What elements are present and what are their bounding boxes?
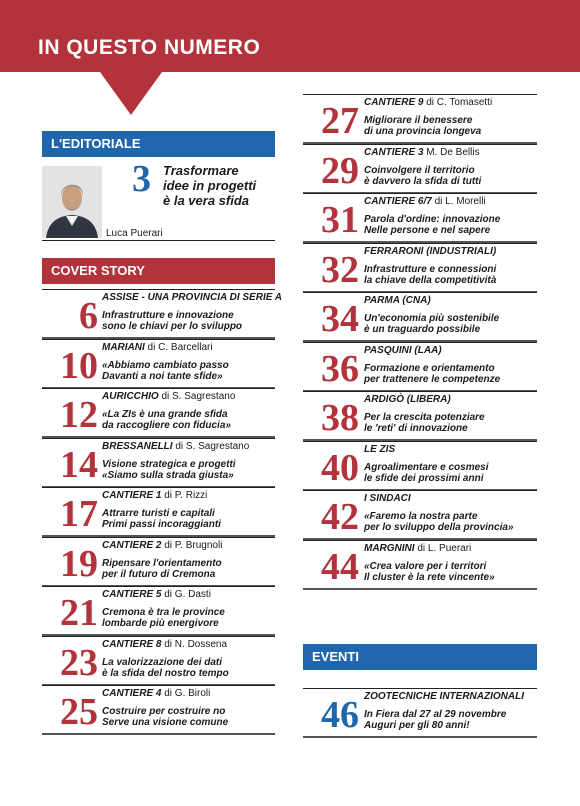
page-number: 27 bbox=[321, 100, 359, 142]
entry-bottom-rule bbox=[303, 736, 537, 738]
entry-description: Coinvolgere il territorio è davvero la sfida di tutti bbox=[364, 164, 482, 187]
contents-entry[interactable] bbox=[303, 441, 537, 491]
entry-top-rule bbox=[42, 586, 275, 587]
section-band-cover-story bbox=[42, 258, 275, 284]
entry-heading-title: CANTIERE 1 bbox=[102, 490, 162, 501]
section-band-eventi bbox=[303, 644, 537, 670]
entry-description: Ripensare l'orientamento per il futuro di Cremona bbox=[102, 557, 222, 580]
entry-heading-title: CANTIERE 3 bbox=[364, 146, 424, 158]
contents-entry[interactable] bbox=[303, 193, 537, 243]
entry-description: Parola d'ordine: innovazione Nelle persone e nel sapere bbox=[364, 214, 501, 236]
entry-description: Visione strategica e progetti «Siamo sulla strada giusta» bbox=[102, 458, 236, 481]
entry-heading bbox=[102, 391, 235, 402]
page-number: 44 bbox=[321, 545, 359, 588]
entry-heading-title: AURICCHIO bbox=[102, 391, 159, 402]
page-number: 14 bbox=[60, 443, 98, 486]
contents-entry[interactable] bbox=[303, 391, 537, 441]
entry-heading bbox=[102, 441, 249, 452]
entry-heading-author: di L. Morelli bbox=[431, 196, 486, 207]
entry-heading bbox=[102, 490, 207, 501]
entry-description: Formazione e orientamento per trattenere le competenze bbox=[364, 362, 501, 385]
page-title: IN QUESTO NUMERO bbox=[38, 36, 261, 59]
entry-description: Un'economia più sostenibile è un traguardo possibile bbox=[364, 313, 500, 335]
entry-heading-title: CANTIERE 6/7 bbox=[364, 196, 432, 207]
entry-top-rule bbox=[303, 292, 537, 293]
entry-heading-title: CANTIERE 2 bbox=[102, 539, 162, 551]
contents-entry[interactable] bbox=[303, 243, 537, 293]
contents-entry[interactable] bbox=[42, 487, 275, 537]
section-title-cover-story: COVER STORY bbox=[51, 263, 145, 278]
contents-entry[interactable] bbox=[42, 586, 275, 636]
entry-top-rule bbox=[303, 391, 537, 392]
divider bbox=[42, 240, 275, 241]
entry-heading bbox=[364, 394, 451, 405]
page-number: 6 bbox=[79, 295, 98, 337]
editorial-headline: Trasformare idee in progetti è la vera sfida bbox=[163, 163, 257, 208]
page-header bbox=[0, 0, 580, 72]
contents-entry[interactable] bbox=[303, 540, 537, 590]
entry-description: Costruire per costruire no Serve una visione comune bbox=[102, 706, 229, 728]
contents-entry[interactable] bbox=[303, 94, 537, 144]
entry-heading-author: di C. Barcellari bbox=[144, 341, 213, 353]
contents-entry[interactable] bbox=[42, 636, 275, 686]
entry-heading bbox=[364, 345, 442, 356]
entry-description: In Fiera dal 27 al 29 novembre Auguri per gli 80 anni! bbox=[364, 709, 507, 731]
entry-top-rule bbox=[42, 487, 275, 488]
contents-entry[interactable] bbox=[303, 342, 537, 392]
contents-entry[interactable] bbox=[42, 537, 275, 587]
entry-heading-title: MARIANI bbox=[102, 341, 145, 353]
page-number: 12 bbox=[60, 394, 98, 436]
entry-top-rule bbox=[42, 438, 275, 439]
page-number: 21 bbox=[60, 592, 98, 634]
entry-heading-title: BRESSANELLI bbox=[102, 440, 173, 452]
entry-heading-title: LE ZIS bbox=[364, 443, 396, 455]
entry-heading bbox=[364, 543, 471, 554]
entry-heading bbox=[102, 342, 213, 353]
entry-description: La valorizzazione dei dati è la sfida del nostro tempo bbox=[102, 656, 229, 679]
entry-heading bbox=[364, 444, 395, 455]
contents-entry[interactable] bbox=[303, 292, 537, 342]
section-band-editoriale bbox=[42, 131, 275, 157]
entry-heading-author: M. De Bellis bbox=[423, 146, 480, 158]
entry-heading-title: CANTIERE 4 bbox=[102, 688, 162, 699]
entry-top-rule bbox=[303, 94, 537, 95]
contents-entry[interactable] bbox=[303, 490, 537, 540]
entry-heading bbox=[102, 589, 211, 600]
entry-heading-title: FERRARONI (INDUSTRIALI) bbox=[364, 245, 497, 257]
entry-description: Agroalimentare e cosmesi le sfide dei prossimi anni bbox=[364, 461, 489, 484]
page-number: 32 bbox=[321, 248, 359, 291]
contents-entry[interactable] bbox=[303, 144, 537, 194]
entry-top-rule bbox=[303, 490, 537, 491]
entry-heading bbox=[364, 147, 480, 158]
contents-entry[interactable] bbox=[42, 438, 275, 488]
contents-entry[interactable] bbox=[303, 688, 537, 738]
contents-entry[interactable] bbox=[42, 289, 283, 339]
entry-heading-title: MARGNINI bbox=[364, 542, 415, 554]
author-photo bbox=[42, 166, 102, 238]
entry-top-rule bbox=[303, 540, 537, 541]
page-number: 46 bbox=[321, 694, 359, 736]
entry-heading-author: di G. Dasti bbox=[161, 589, 211, 600]
entry-heading-title: I SINDACI bbox=[364, 493, 411, 504]
entry-top-rule bbox=[303, 193, 537, 194]
entry-heading bbox=[364, 691, 524, 702]
entry-description: «La ZIs è una grande sfida da raccogliere con fiducia» bbox=[102, 409, 231, 431]
entry-description: Migliorare il benessere di una provincia longeva bbox=[364, 115, 482, 137]
entry-heading-title: CANTIERE 9 bbox=[364, 97, 424, 108]
entry-description: Cremona è tra le province lombarde più energivore bbox=[102, 607, 225, 629]
entry-heading bbox=[364, 196, 486, 207]
entry-heading bbox=[102, 688, 210, 699]
entry-heading-title: ASSISE - UNA PROVINCIA DI SERIE A bbox=[102, 292, 283, 303]
page-number: 29 bbox=[321, 149, 359, 192]
page-number: 23 bbox=[60, 641, 98, 684]
entry-heading-author: di S. Sagrestano bbox=[158, 391, 236, 402]
entry-top-rule bbox=[42, 685, 275, 686]
page-number: 42 bbox=[321, 496, 359, 538]
entry-heading-title: CANTIERE 5 bbox=[102, 589, 162, 600]
entry-description: Infrastrutture e connessioni la chiave della competitività bbox=[364, 263, 497, 286]
editorial-page-number: 3 bbox=[132, 158, 151, 200]
contents-entry[interactable] bbox=[42, 685, 275, 735]
entry-top-rule bbox=[303, 688, 537, 689]
entry-heading bbox=[364, 493, 411, 504]
page-number: 31 bbox=[321, 199, 359, 241]
entry-heading-title: PARMA (CNA) bbox=[364, 295, 431, 306]
entry-heading-author: di P. Brugnoli bbox=[161, 539, 223, 551]
section-title-editoriale: L'EDITORIALE bbox=[51, 136, 141, 151]
header-arrow-decoration bbox=[100, 72, 162, 115]
entry-heading-author: di C. Tomasetti bbox=[423, 97, 493, 108]
page-number: 40 bbox=[321, 446, 359, 489]
contents-entry[interactable] bbox=[42, 388, 275, 438]
page-number: 38 bbox=[321, 397, 359, 439]
entry-heading-title: PASQUINI (LAA) bbox=[364, 344, 442, 356]
entry-top-rule bbox=[42, 388, 275, 389]
entry-top-rule bbox=[303, 243, 537, 244]
entry-heading-author: di G. Biroli bbox=[161, 688, 211, 699]
entry-heading bbox=[102, 639, 227, 650]
entry-heading-title: ARDIGÒ (LIBERA) bbox=[364, 394, 451, 405]
page-number: 36 bbox=[321, 347, 359, 390]
entry-top-rule bbox=[42, 289, 275, 290]
entry-top-rule bbox=[303, 342, 537, 343]
entry-top-rule bbox=[303, 441, 537, 442]
author-portrait-icon bbox=[42, 166, 102, 238]
contents-entry[interactable] bbox=[42, 339, 275, 389]
entry-top-rule bbox=[42, 537, 275, 538]
entry-heading bbox=[364, 295, 431, 306]
entry-top-rule bbox=[42, 339, 275, 340]
entry-heading-title: ZOOTECNICHE INTERNAZIONALI bbox=[364, 691, 524, 702]
entry-heading-title: CANTIERE 8 bbox=[102, 638, 162, 650]
entry-heading bbox=[102, 292, 282, 303]
page-number: 25 bbox=[60, 691, 98, 733]
entry-heading-author: di S. Sagrestano bbox=[172, 440, 250, 452]
entry-heading bbox=[102, 540, 222, 551]
entry-heading bbox=[364, 97, 492, 108]
editorial-author: Luca Puerari bbox=[106, 228, 163, 239]
page-number: 19 bbox=[60, 542, 98, 585]
entry-bottom-rule bbox=[303, 588, 537, 590]
entry-top-rule bbox=[42, 636, 275, 637]
entry-description: Attrarre turisti e capitali Primi passi incoraggianti bbox=[102, 508, 221, 530]
entry-bottom-rule bbox=[42, 733, 275, 735]
page-number: 17 bbox=[60, 493, 98, 535]
section-title-eventi: EVENTI bbox=[312, 649, 359, 664]
page-number: 10 bbox=[60, 344, 98, 387]
entry-description: «Faremo la nostra parte per lo sviluppo della provincia» bbox=[364, 511, 514, 533]
entry-description: Infrastrutture e innovazione sono le chiavi per lo sviluppo bbox=[102, 310, 243, 332]
entry-heading bbox=[364, 246, 496, 257]
page-number: 34 bbox=[321, 298, 359, 340]
entry-heading-author: di L. Puerari bbox=[414, 542, 472, 554]
entry-description: «Crea valore per i territori Il cluster è la rete vincente» bbox=[364, 560, 495, 583]
entry-description: Per la crescita potenziare le 'reti' di innovazione bbox=[364, 412, 485, 434]
entry-heading-author: di N. Dossena bbox=[161, 638, 228, 650]
entry-heading-author: di P. Rizzi bbox=[161, 490, 208, 501]
entry-top-rule bbox=[303, 144, 537, 145]
entry-description: «Abbiamo cambiato passo Davanti a noi tante sfide» bbox=[102, 359, 229, 382]
